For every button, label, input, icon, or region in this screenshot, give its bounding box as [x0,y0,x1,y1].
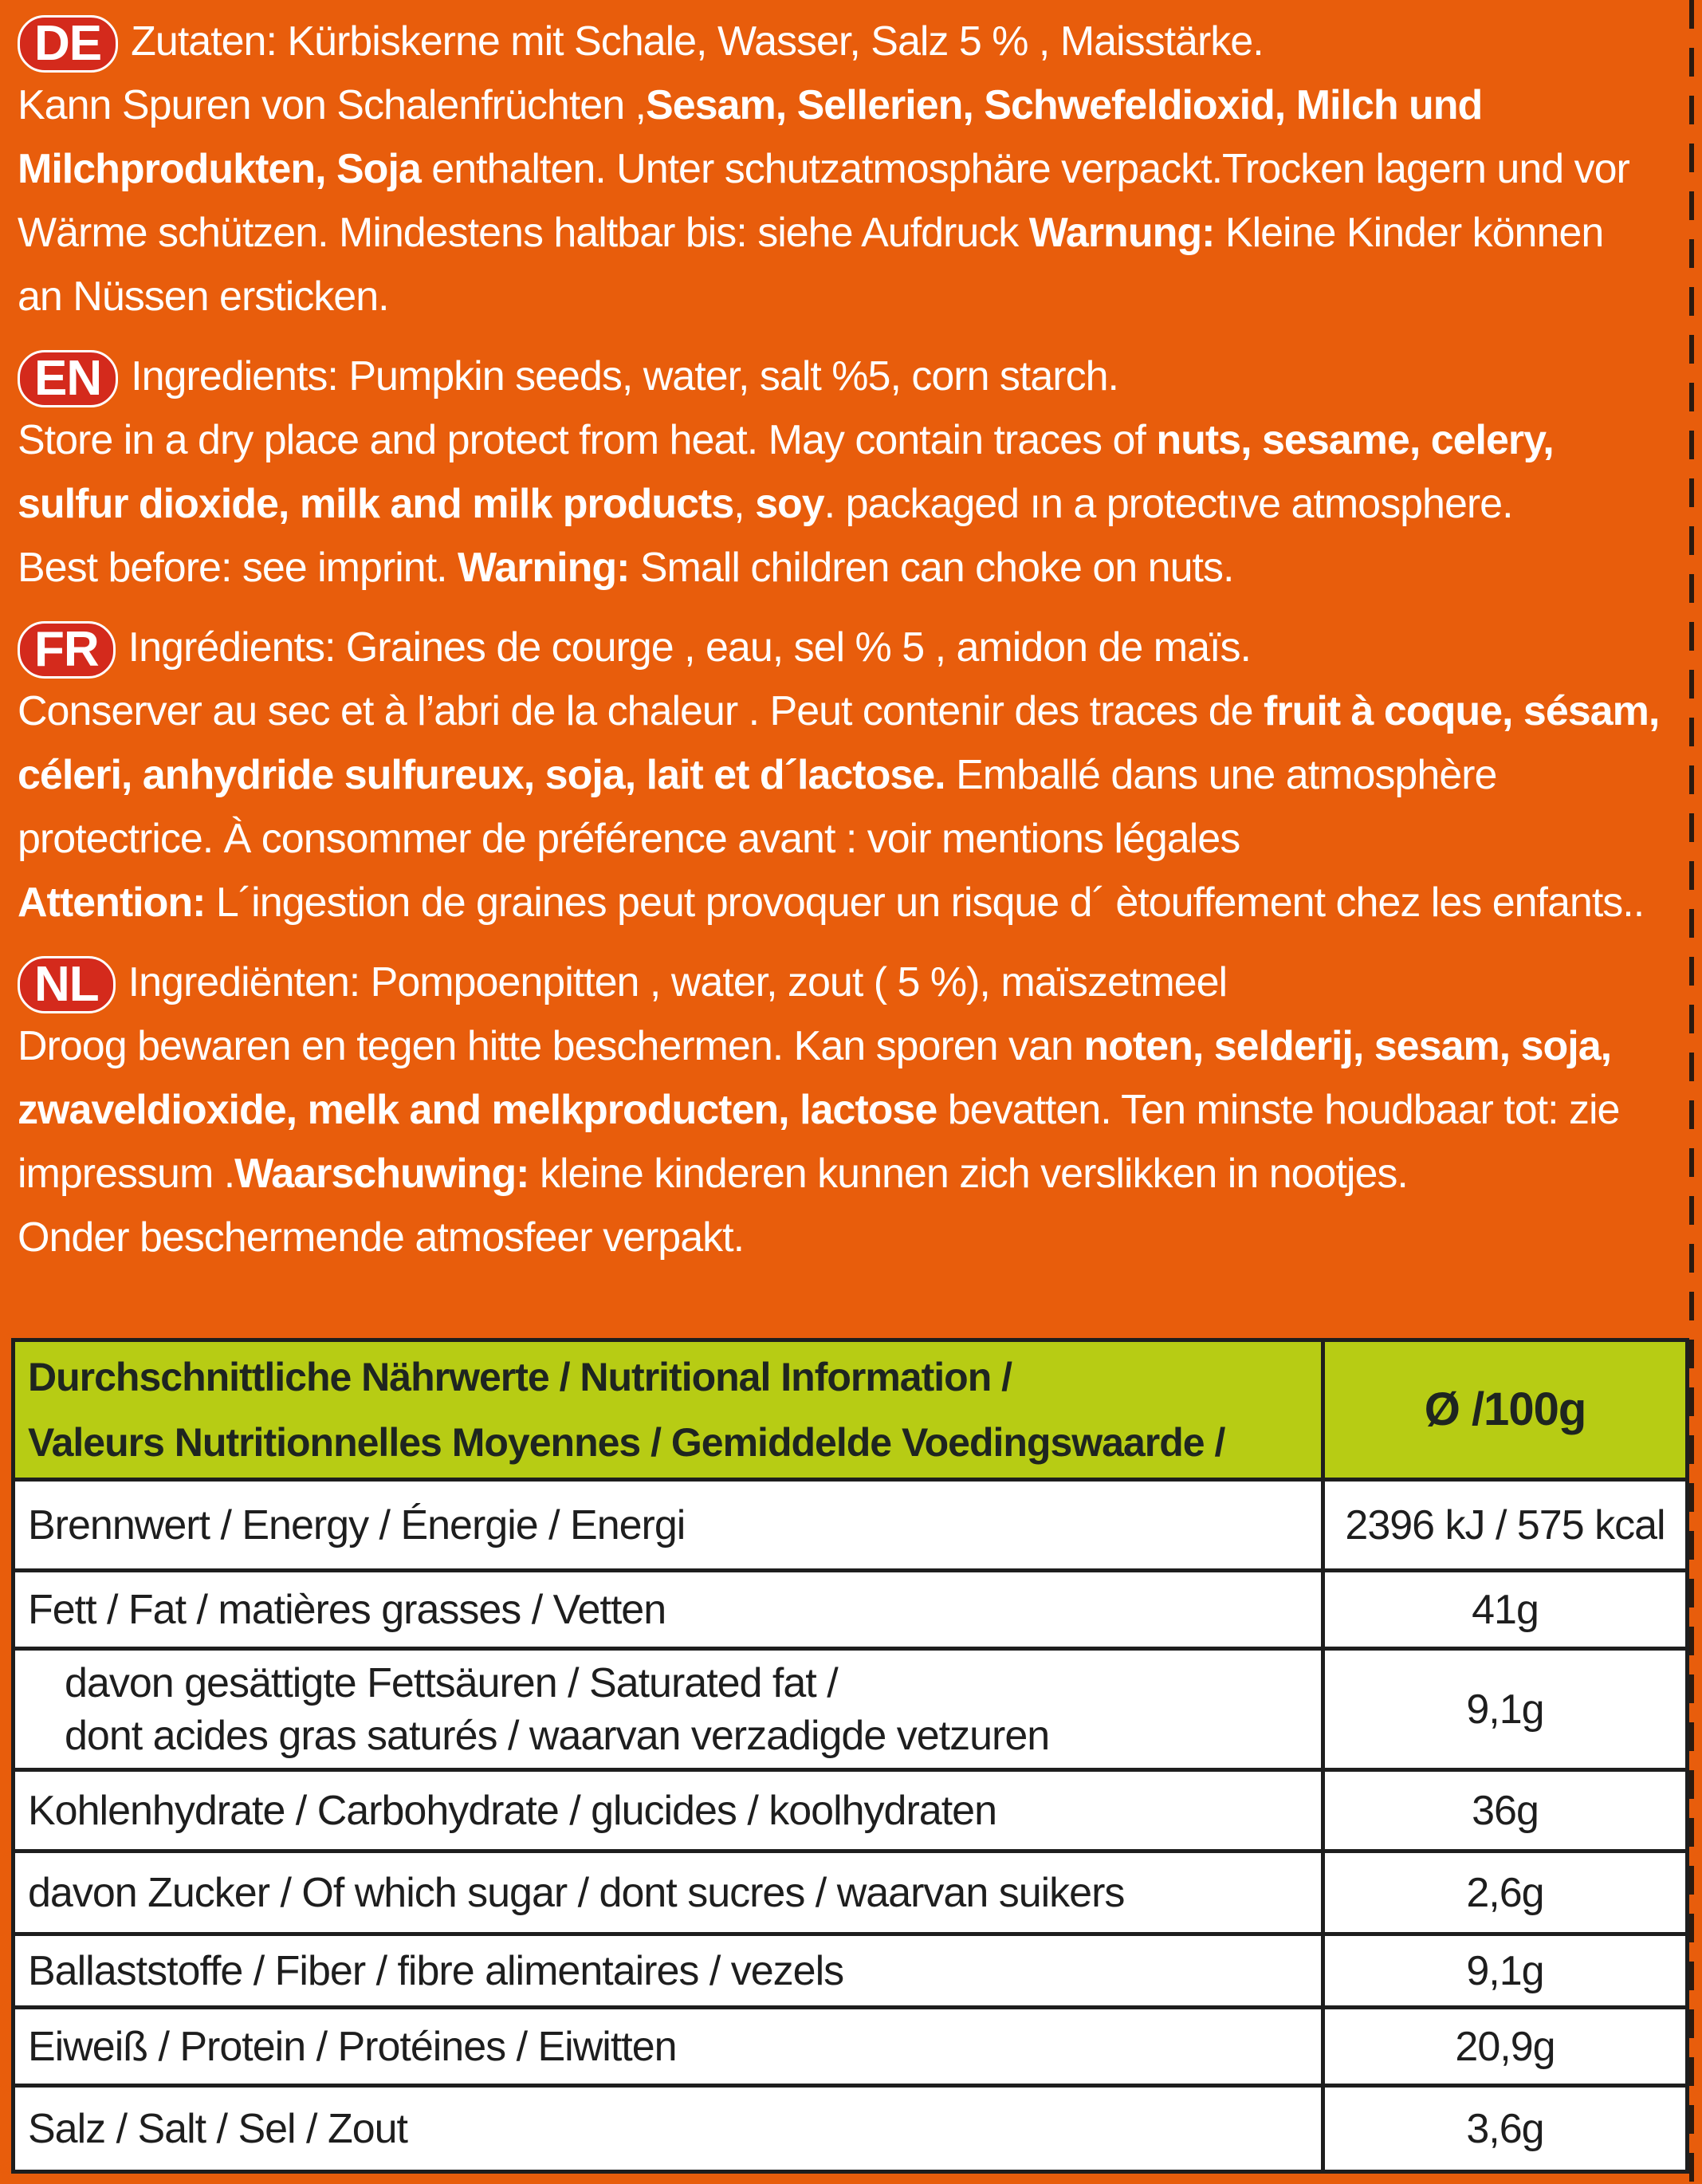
de-warning-label: Warnung: [1028,210,1215,256]
de-line: enthalten. Unter schutzatmosphäre verpackt.Trocken lagern und vor [420,146,1629,192]
nutrient-label: Salz / Salt / Sel / Zout [14,2086,1323,2172]
nutrient-label [14,1649,1323,1770]
nutrient-label: davon Zucker / Of which sugar / dont sucres / waarvan suikers [14,1851,1323,1934]
nutrient-label: Ballaststoffe / Fiber / fibre alimentaires / vezels [14,1934,1323,2008]
en-line: , [733,481,756,527]
en-allergens: soy [755,481,824,527]
nutrient-label-line: dont acides gras saturés / waarvan verzadigde vetzuren [65,1712,1050,1759]
nutrient-value: 3,6g [1323,2086,1688,2172]
perforation-edge [1689,0,1694,2184]
table-row [14,2086,1688,2172]
de-allergens: Sesam, Sellerien, Schwefeldioxid, Milch und [646,82,1483,128]
nl-allergens: noten, selderij, sesam, soja, [1083,1023,1612,1069]
nl-line: Onder beschermende atmosfeer verpakt. [18,1214,745,1261]
nl-allergens: zwaveldioxide, melk and melkproducten, lactose [18,1087,937,1133]
fr-line: L´ingestion de graines peut provoquer un risque d´ ètouffement chez les enfants.. [205,880,1645,926]
language-badge-de: DE [18,15,118,73]
de-allergens: Milchprodukten, Soja [18,146,421,192]
language-badge-en: EN [18,350,118,407]
fr-line: Emballé dans une atmosphère [945,752,1497,798]
en-line: . packaged ın a protectıve atmosphere. [823,481,1513,527]
nl-line: Droog bewaren en tegen hitte beschermen. Kan sporen van [18,1023,1084,1069]
nutrient-value: 41g [1323,1571,1688,1649]
table-row [14,1571,1688,1649]
fr-allergens: céleri, anhydride sulfureux, soja, lait et d´lactose. [18,752,945,798]
section-fr [18,616,1684,935]
section-nl [18,950,1684,1269]
en-allergens: sulfur dioxide, milk and milk products [18,481,734,527]
per-100g-header: Ø /100g [1323,1340,1688,1480]
en-ingredients: Ingredients: Pumpkin seeds, water, salt %5, corn starch. [131,353,1118,399]
nutrient-value: 2,6g [1323,1851,1688,1934]
nl-line: impressum . [18,1151,235,1197]
nutrient-value: 20,9g [1323,2008,1688,2086]
nutrient-label: Eiweiß / Protein / Protéines / Eiwitten [14,2008,1323,2086]
en-line: Store in a dry place and protect from heat. May contain traces of [18,417,1157,463]
nutrient-label-line: davon gesättigte Fettsäuren / Saturated fat / [65,1659,838,1706]
nutrient-label: Brennwert / Energy / Énergie / Energi [14,1480,1323,1571]
nl-warning-label: Waarschuwing: [234,1151,529,1197]
nl-ingredients: Ingrediënten: Pompoenpitten , water, zout ( 5 %), maïszetmeel [128,959,1228,1005]
section-en [18,344,1684,600]
fr-allergens: fruit à coque, sésam, [1264,688,1660,734]
table-row [14,1480,1688,1571]
nutrient-value: 9,1g [1323,1934,1688,2008]
nl-line: kleine kinderen kunnen zich verslikken in nootjes. [529,1151,1408,1197]
nutrition-header-row [14,1340,1688,1480]
en-warning-label: Warning: [458,545,630,591]
nutrient-value: 9,1g [1323,1649,1688,1770]
nutrient-label: Fett / Fat / matières grasses / Vetten [14,1571,1323,1649]
de-line: Kleine Kinder können [1214,210,1604,256]
table-row [14,1851,1688,1934]
header-line: Valeurs Nutritionnelles Moyennes / Gemiddelde Voedingswaarde / [28,1420,1225,1465]
de-line: Kann Spuren von Schalenfrüchten , [18,82,647,128]
table-row [14,1934,1688,2008]
language-badge-nl: NL [18,956,116,1013]
nutrient-value: 2396 kJ / 575 kcal [1323,1480,1688,1571]
nutrient-label: Kohlenhydrate / Carbohydrate / glucides / koolhydraten [14,1770,1323,1851]
fr-warning-label: Attention: [18,880,206,926]
fr-line: protectrice. À consommer de préférence avant : voir mentions légales [18,816,1240,862]
de-line: an Nüssen ersticken. [18,273,389,320]
table-row [14,1770,1688,1851]
header-line: Durchschnittliche Nährwerte / Nutritional Information / [28,1355,1012,1399]
language-badge-fr: FR [18,621,116,679]
nutrition-table [11,1338,1689,2174]
table-row [14,2008,1688,2086]
nutrition-header-label [14,1340,1323,1480]
fr-ingredients: Ingrédients: Graines de courge , eau, sel % 5 , amidon de maïs. [128,624,1251,671]
nl-line: bevatten. Ten minste houdbaar tot: zie [937,1087,1620,1133]
en-line: Best before: see imprint. [18,545,458,591]
ingredients-text [18,10,1684,1285]
de-line: Wärme schützen. Mindestens haltbar bis: siehe Aufdruck [18,210,1029,256]
en-allergens: nuts, sesame, celery, [1156,417,1554,463]
fr-line: Conserver au sec et à l’abri de la chaleur . Peut contenir des traces de [18,688,1264,734]
en-line: Small children can choke on nuts. [629,545,1234,591]
de-ingredients: Zutaten: Kürbiskerne mit Schale, Wasser, Salz 5 % , Maisstärke. [131,18,1264,65]
table-row [14,1649,1688,1770]
nutrient-value: 36g [1323,1770,1688,1851]
section-de [18,10,1684,329]
